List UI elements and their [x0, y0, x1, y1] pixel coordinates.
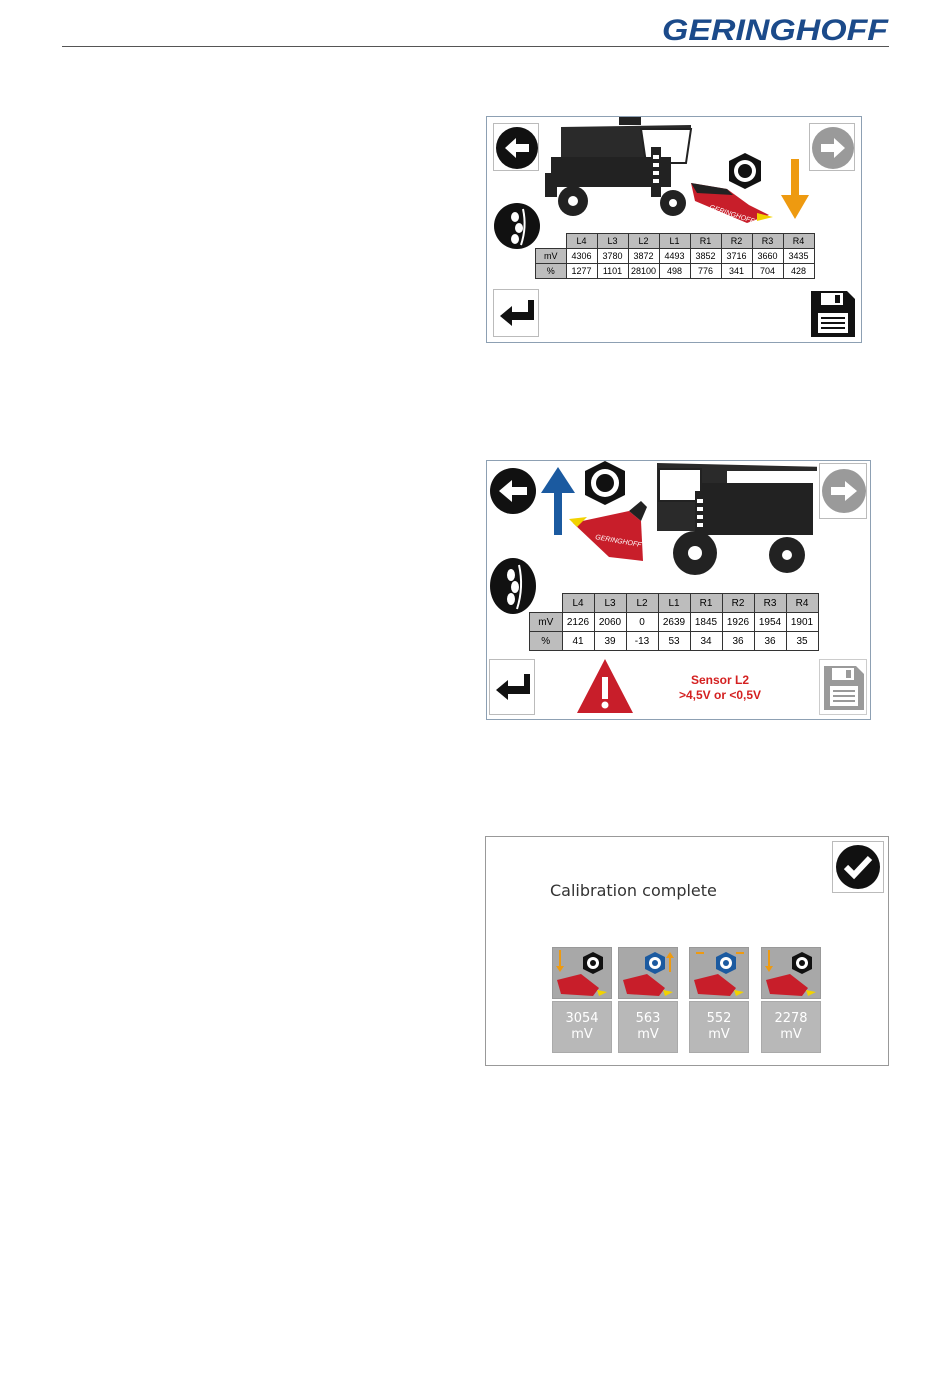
- down-arrow-icon: [781, 159, 809, 221]
- cell: 776: [690, 264, 721, 279]
- row-label: mV: [536, 249, 567, 264]
- cell: 36: [722, 632, 754, 651]
- cell: 1845: [690, 613, 722, 632]
- back-arrow-icon: [495, 126, 539, 170]
- warning-message: [665, 673, 775, 703]
- corn-header-icon: [687, 153, 787, 225]
- cell: 3852: [690, 249, 721, 264]
- col-header: R1: [690, 234, 721, 249]
- cell: 428: [783, 264, 814, 279]
- row-label: %: [536, 264, 567, 279]
- svg-text:GERINGHOFF: GERINGHOFF: [708, 204, 755, 225]
- mv-reading-1: [552, 1001, 612, 1053]
- cell: 3780: [597, 249, 628, 264]
- enter-button[interactable]: [489, 659, 535, 715]
- forward-arrow-icon: [821, 468, 867, 514]
- cell: 1901: [786, 613, 818, 632]
- col-header: L1: [658, 594, 690, 613]
- cell: 498: [659, 264, 690, 279]
- cell: 4306: [566, 249, 597, 264]
- mv-value: 3054: [565, 1011, 599, 1026]
- warning-line2: >4,5V or <0,5V: [678, 688, 762, 702]
- cell: 3660: [752, 249, 783, 264]
- forward-arrow-icon: [811, 126, 855, 170]
- mv-reading-3: [689, 1001, 749, 1053]
- cell: 704: [752, 264, 783, 279]
- cell: -13: [626, 632, 658, 651]
- col-header: L4: [566, 234, 597, 249]
- cell: 36: [754, 632, 786, 651]
- mv-reading-4: [761, 1001, 821, 1053]
- col-header: R3: [752, 234, 783, 249]
- screen-calibration-complete: [485, 836, 889, 1066]
- mv-value: 563: [635, 1011, 661, 1026]
- cell: 28100: [628, 264, 659, 279]
- col-header: R4: [786, 594, 818, 613]
- cell: 1954: [754, 613, 786, 632]
- save-icon: [809, 289, 857, 339]
- geringhoff-logo: [660, 6, 890, 46]
- screen-calibration-raised: [486, 460, 871, 720]
- cell: 3716: [721, 249, 752, 264]
- col-header: R2: [721, 234, 752, 249]
- corn-header-icon: [569, 461, 669, 561]
- enter-icon: [498, 296, 536, 330]
- cell: 34: [690, 632, 722, 651]
- back-arrow-icon: [489, 467, 537, 515]
- header-position-tile-1: [552, 947, 612, 999]
- header-position-tile-4: [761, 947, 821, 999]
- mv-unit: mV: [780, 1027, 802, 1042]
- combine-harvester-icon: [541, 117, 701, 217]
- forward-button[interactable]: [819, 463, 867, 519]
- save-icon: [822, 664, 866, 712]
- cell: 1926: [722, 613, 754, 632]
- header-raised-icon: [619, 948, 677, 998]
- header-tilt-icon: [690, 948, 748, 998]
- sensor-table: [535, 233, 815, 279]
- header-neutral-icon: [762, 948, 820, 998]
- warning-line1: Sensor L2: [690, 673, 750, 687]
- col-header: L3: [597, 234, 628, 249]
- mv-unit: mV: [571, 1027, 593, 1042]
- cell: 53: [658, 632, 690, 651]
- cell: 1277: [566, 264, 597, 279]
- crop-icon: [493, 201, 541, 251]
- combine-harvester-icon: [657, 461, 817, 579]
- cell: 4493: [659, 249, 690, 264]
- row-label: %: [530, 632, 563, 651]
- confirm-button[interactable]: [832, 841, 884, 893]
- col-header: L4: [562, 594, 594, 613]
- row-label: mV: [530, 613, 563, 632]
- cell: 2126: [562, 613, 594, 632]
- mv-reading-2: [618, 1001, 678, 1053]
- checkmark-icon: [835, 844, 881, 890]
- header-rule: [62, 46, 889, 47]
- cell: 39: [594, 632, 626, 651]
- col-header: L2: [628, 234, 659, 249]
- mv-unit: mV: [637, 1027, 659, 1042]
- mv-value: 552: [706, 1011, 732, 1026]
- col-header: R1: [690, 594, 722, 613]
- header-lowered-icon: [553, 948, 611, 998]
- forward-button[interactable]: [809, 123, 855, 171]
- warning-icon: [575, 657, 635, 715]
- screen-calibration-lowered: [486, 116, 862, 343]
- save-button[interactable]: [819, 659, 867, 715]
- col-header: L2: [626, 594, 658, 613]
- mv-value: 2278: [774, 1011, 808, 1026]
- cell: 35: [786, 632, 818, 651]
- col-header: R4: [783, 234, 814, 249]
- enter-icon: [494, 670, 532, 704]
- cell: 2060: [594, 613, 626, 632]
- col-header: R2: [722, 594, 754, 613]
- sensor-table: [529, 593, 819, 651]
- back-button[interactable]: [493, 123, 539, 171]
- back-button[interactable]: [489, 463, 537, 521]
- cell: 0: [626, 613, 658, 632]
- cell: 2639: [658, 613, 690, 632]
- save-button[interactable]: [809, 289, 857, 339]
- cell: 341: [721, 264, 752, 279]
- cell: 3435: [783, 249, 814, 264]
- col-header: R3: [754, 594, 786, 613]
- enter-button[interactable]: [493, 289, 539, 337]
- svg-text:GERINGHOFF: GERINGHOFF: [662, 14, 889, 46]
- col-header: L1: [659, 234, 690, 249]
- cell: 1101: [597, 264, 628, 279]
- header-position-tile-2: [618, 947, 678, 999]
- cell: 3872: [628, 249, 659, 264]
- cell: 41: [562, 632, 594, 651]
- col-header: L3: [594, 594, 626, 613]
- header-position-tile-3: [689, 947, 749, 999]
- mv-unit: mV: [708, 1027, 730, 1042]
- calibration-title: Calibration complete: [550, 881, 717, 900]
- svg-text:GERINGHOFF: GERINGHOFF: [594, 534, 642, 550]
